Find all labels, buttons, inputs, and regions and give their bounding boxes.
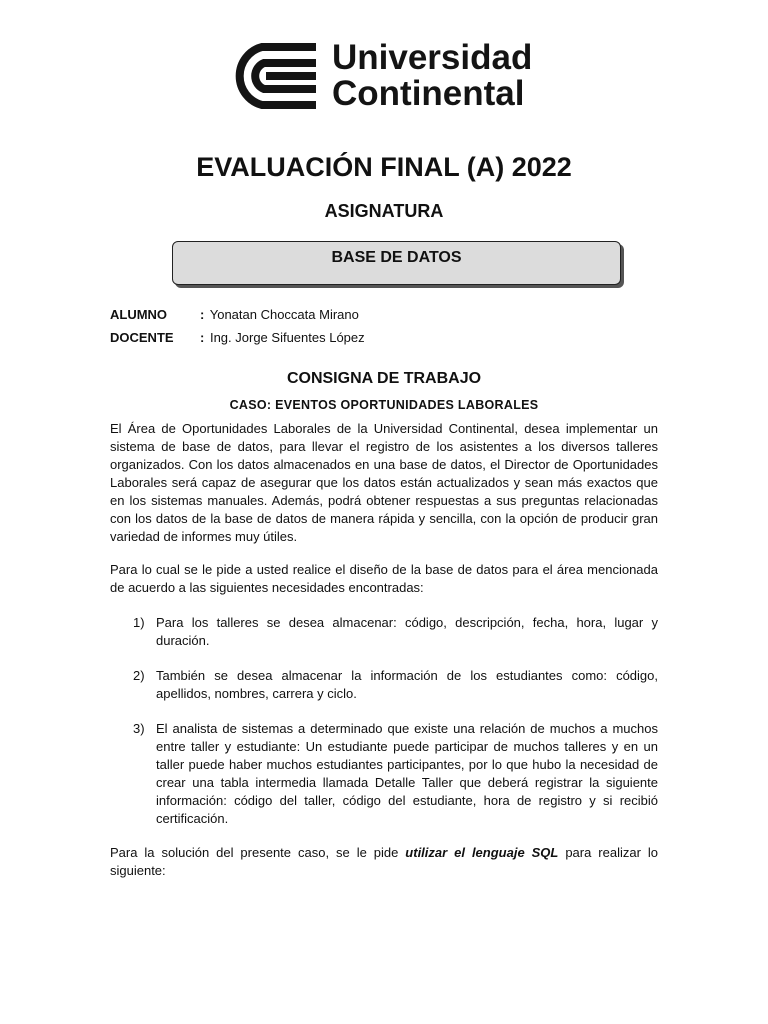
list-item bbox=[133, 614, 658, 650]
logo-text-line1: Universidad bbox=[332, 38, 533, 77]
continental-logo-icon bbox=[226, 41, 320, 111]
case-title: CASO: EVENTOS OPORTUNIDADES LABORALES bbox=[229, 398, 539, 412]
intro-paragraph: El Área de Oportunidades Laborales de la Universidad Continental, desea implementar un sistema de base de datos, para llevar el registro de los asistentes a los diversos talleres organizados. Con los datos almacenados en una base de datos, el Director de Oportunidades Laborales será capaz de asegurar que los datos están actualizados y sean más exactos que en los sistemas manuales. Además, podrá obtener respuestas a sus preguntas relacionadas con los datos de la base de datos de manera rápida y sencilla, con la opción de producir gran variedad de informes muy útiles. bbox=[110, 421, 658, 544]
closing-emphasis: utilizar el lenguaje SQL bbox=[405, 845, 559, 860]
university-logo bbox=[226, 40, 532, 112]
list-number: 2) bbox=[133, 668, 145, 683]
teacher-name: Ing. Jorge Sifuentes López bbox=[209, 330, 365, 345]
course-name-box bbox=[172, 241, 621, 285]
student-row bbox=[110, 307, 359, 322]
list-number: 3) bbox=[133, 721, 145, 736]
exam-title: EVALUACIÓN FINAL (A) 2022 bbox=[196, 152, 572, 182]
list-item bbox=[133, 667, 658, 703]
section-title: CONSIGNA DE TRABAJO bbox=[286, 370, 482, 387]
student-label: ALUMNO bbox=[110, 307, 168, 322]
student-value-wrap bbox=[200, 307, 359, 322]
student-name: Yonatan Choccata Mirano bbox=[209, 307, 359, 322]
list-text: También se desea almacenar la información de los estudiantes como: código, apellidos, nombres, carrera y ciclo. bbox=[156, 668, 658, 701]
teacher-row bbox=[110, 330, 365, 345]
closing-after: para realizar lo siguiente: bbox=[110, 845, 658, 878]
list-text: Para los talleres se desea almacenar: código, descripción, fecha, hora, lugar y duración. bbox=[156, 615, 658, 648]
course-name: BASE DE DATOS bbox=[331, 249, 462, 266]
teacher-separator: : bbox=[200, 330, 205, 345]
list-item bbox=[133, 720, 658, 828]
list-number: 1) bbox=[133, 615, 145, 630]
closing-paragraph bbox=[110, 844, 658, 880]
student-separator: : bbox=[200, 307, 205, 322]
subject-label: ASIGNATURA bbox=[324, 201, 444, 221]
teacher-value-wrap bbox=[200, 330, 365, 345]
teacher-label: DOCENTE bbox=[110, 330, 174, 345]
closing-before: Para la solución del presente caso, se le pide bbox=[110, 845, 406, 860]
list-text: El analista de sistemas a determinado que existe una relación de muchos a muchos entre taller y estudiante: Un estudiante puede participar de muchos talleres y en un taller puede haber muchos estudiantes participantes, por lo que hubo la necesidad de crear una tabla intermedia llamada Detalle Taller que deberá registrar la siguiente información: código del taller, código del estudiante, hora de registro y si recibió certificación. bbox=[156, 721, 658, 826]
logo-text-line2: Continental bbox=[332, 74, 525, 113]
request-paragraph: Para lo cual se le pide a usted realice el diseño de la base de datos para el área mencionada de acuerdo a las siguientes necesidades encontradas: bbox=[110, 562, 658, 595]
